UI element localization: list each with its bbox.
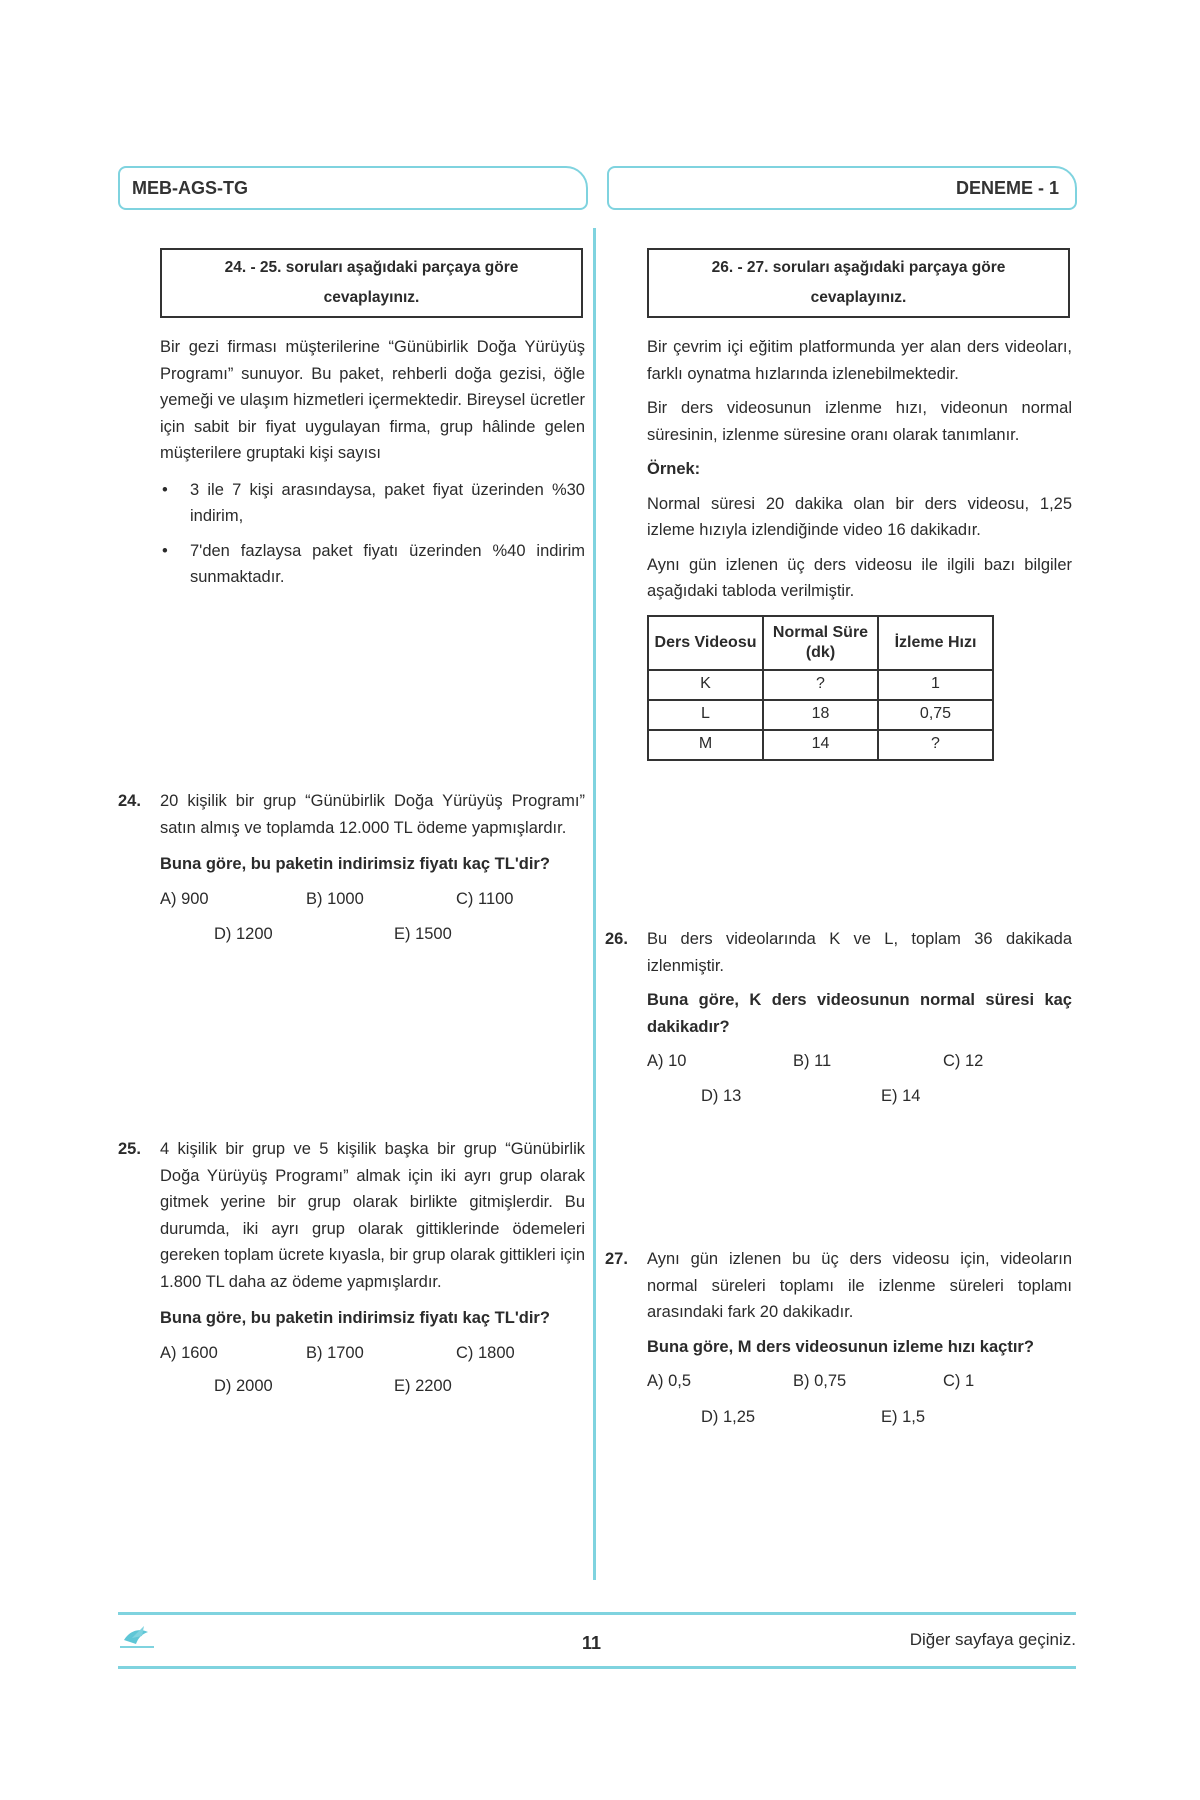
example-text: Normal süresi 20 dakika olan bir ders videosu, 1,25 izleme hızıyla izlendiğinde video 16 dakikadır. xyxy=(647,494,1072,539)
answer-options xyxy=(160,886,585,948)
exam-code-header xyxy=(118,166,588,210)
footer-bottom-rule xyxy=(118,1666,1076,1669)
question-number: 26. xyxy=(605,930,628,948)
option-e[interactable]: E) 14 xyxy=(881,1087,921,1105)
passage-title: 24. - 25. soruları aşağıdaki parçaya göre cevaplayınız. xyxy=(224,259,519,306)
option-e[interactable]: E) 1,5 xyxy=(881,1408,926,1426)
passage-title: 26. - 27. soruları aşağıdaki parçaya göre cevaplayınız. xyxy=(711,259,1006,306)
table-row xyxy=(648,670,993,700)
option-c[interactable]: C) 1100 xyxy=(456,889,514,908)
right-column xyxy=(647,248,1072,761)
video-table xyxy=(647,615,994,761)
table-cell: 14 xyxy=(763,730,878,760)
list-item-text: 7'den fazlaysa paket fiyatı üzerinden %40 indirim sunmaktadır. xyxy=(190,541,585,586)
table-cell: M xyxy=(648,730,763,760)
option-d[interactable]: D) 2000 xyxy=(214,1376,273,1395)
option-b[interactable]: B) 0,75 xyxy=(793,1372,847,1390)
exam-title: DENEME - 1 xyxy=(955,177,1059,198)
question-prompt: Buna göre, K ders videosunun normal süresi kaç dakikadır? xyxy=(647,991,1072,1036)
list-item-text: 3 ile 7 kişi arasındaysa, paket fiyat üzerinden %30 indirim, xyxy=(190,480,585,525)
option-e[interactable]: E) 2200 xyxy=(394,1376,452,1395)
table-cell: 1 xyxy=(878,670,993,700)
option-e[interactable]: E) 1500 xyxy=(394,924,452,943)
exam-code: MEB-AGS-TG xyxy=(132,177,248,198)
option-a[interactable]: A) 0,5 xyxy=(647,1372,692,1390)
question-prompt: Buna göre, bu paketin indirimsiz fiyatı kaç TL'dir? xyxy=(160,1309,550,1327)
question-number: 24. xyxy=(118,792,141,810)
question-number: 27. xyxy=(605,1250,628,1268)
page-number: 11 xyxy=(582,1633,602,1653)
next-page-note: Diğer sayfaya geçiniz. xyxy=(909,1630,1076,1649)
passage-title-box xyxy=(647,248,1070,318)
option-d[interactable]: D) 13 xyxy=(701,1087,742,1105)
option-a[interactable]: A) 1600 xyxy=(160,1343,218,1362)
table-cell: ? xyxy=(878,730,993,760)
option-b[interactable]: B) 11 xyxy=(793,1052,832,1070)
question-text: Aynı gün izlenen bu üç ders videosu için, videoların normal süreleri toplamı ile izlenme süreleri toplamı arasındaki fark 20 dakikadır. xyxy=(647,1250,1072,1321)
publisher-logo-icon xyxy=(118,1622,158,1652)
exam-title-header xyxy=(607,166,1077,210)
list-item xyxy=(160,477,585,530)
answer-options xyxy=(160,1340,585,1402)
passage-paragraph-1: Bir çevrim içi eğitim platformunda yer alan ders videoları, farklı oynatma hızlarında izlenebilmektedir. xyxy=(647,338,1072,383)
bullet-icon: • xyxy=(162,480,168,499)
column-header: Normal Süre (dk) xyxy=(763,616,878,670)
question-text: 4 kişilik bir grup ve 5 kişilik başka bir grup “Günübirlik Doğa Yürüyüş Programı” almak için iki ayrı grup olarak gitmek yerine bir grup olarak birlikte gitmişlerdir. Bu durumda, iki ayrı grup olarak gittiklerinde ödemeleri gereken toplam ücrete kıyasla, bir grup olarak gittikleri için 1.800 TL daha az ödeme yapmışlardır. xyxy=(160,1140,585,1291)
passage-title-box xyxy=(160,248,583,318)
option-c[interactable]: C) 12 xyxy=(943,1052,984,1070)
left-column xyxy=(160,248,585,599)
option-a[interactable]: A) 900 xyxy=(160,889,209,908)
discount-list xyxy=(160,477,585,591)
option-b[interactable]: B) 1000 xyxy=(306,889,364,908)
option-d[interactable]: D) 1,25 xyxy=(701,1408,756,1426)
question-number: 25. xyxy=(118,1140,141,1158)
table-cell: 0,75 xyxy=(878,700,993,730)
table-header-row xyxy=(648,616,993,670)
question-26 xyxy=(605,926,1072,1110)
table-row xyxy=(648,700,993,730)
example-label: Örnek: xyxy=(647,460,701,478)
question-25 xyxy=(118,1136,585,1402)
option-c[interactable]: C) 1800 xyxy=(456,1343,515,1362)
footer-top-rule xyxy=(118,1612,1076,1615)
column-header: Ders Videosu xyxy=(648,616,763,670)
passage-paragraph-2: Bir ders videosunun izlenme hızı, videonun normal süresinin, izlenme süresine oranı olarak tanımlanır. xyxy=(647,399,1072,444)
passage-text: Bir gezi firması müşterilerine “Günübirlik Doğa Yürüyüş Programı” sunuyor. Bu paket, rehberli doğa gezisi, öğle yemeği ve ulaşım hizmetleri içermektedir. Bireysel ücretler için sabit bir fiyat uygulayan firma, grup hâlinde gelen müşterilere gruptaki kişi sayısı xyxy=(160,338,585,462)
list-item xyxy=(160,538,585,591)
passage-paragraph-3: Aynı gün izlenen üç ders videosu ile ilgili bazı bilgiler aşağıdaki tabloda verilmiştir. xyxy=(647,555,1072,600)
option-b[interactable]: B) 1700 xyxy=(306,1343,364,1362)
option-a[interactable]: A) 10 xyxy=(647,1052,687,1070)
table-cell: 18 xyxy=(763,700,878,730)
option-c[interactable]: C) 1 xyxy=(943,1372,975,1390)
table-cell: L xyxy=(648,700,763,730)
column-divider xyxy=(593,228,596,1580)
question-prompt: Buna göre, bu paketin indirimsiz fiyatı kaç TL'dir? xyxy=(160,855,550,873)
question-prompt: Buna göre, M ders videosunun izleme hızı kaçtır? xyxy=(647,1337,1034,1356)
answer-options xyxy=(647,1368,1072,1430)
table-cell: K xyxy=(648,670,763,700)
column-header: İzleme Hızı xyxy=(878,616,993,670)
table-row xyxy=(648,730,993,760)
question-text: 20 kişilik bir grup “Günübirlik Doğa Yürüyüş Programı” satın almış ve toplamda 12.000 TL ödeme yapmışlardır. xyxy=(160,792,585,837)
answer-options xyxy=(647,1048,1072,1110)
option-d[interactable]: D) 1200 xyxy=(214,924,273,943)
question-24 xyxy=(118,788,585,948)
question-text: Bu ders videolarında K ve L, toplam 36 dakikada izlenmiştir. xyxy=(647,930,1072,975)
bullet-icon: • xyxy=(162,541,168,560)
table-cell: ? xyxy=(763,670,878,700)
question-27 xyxy=(605,1246,1072,1430)
